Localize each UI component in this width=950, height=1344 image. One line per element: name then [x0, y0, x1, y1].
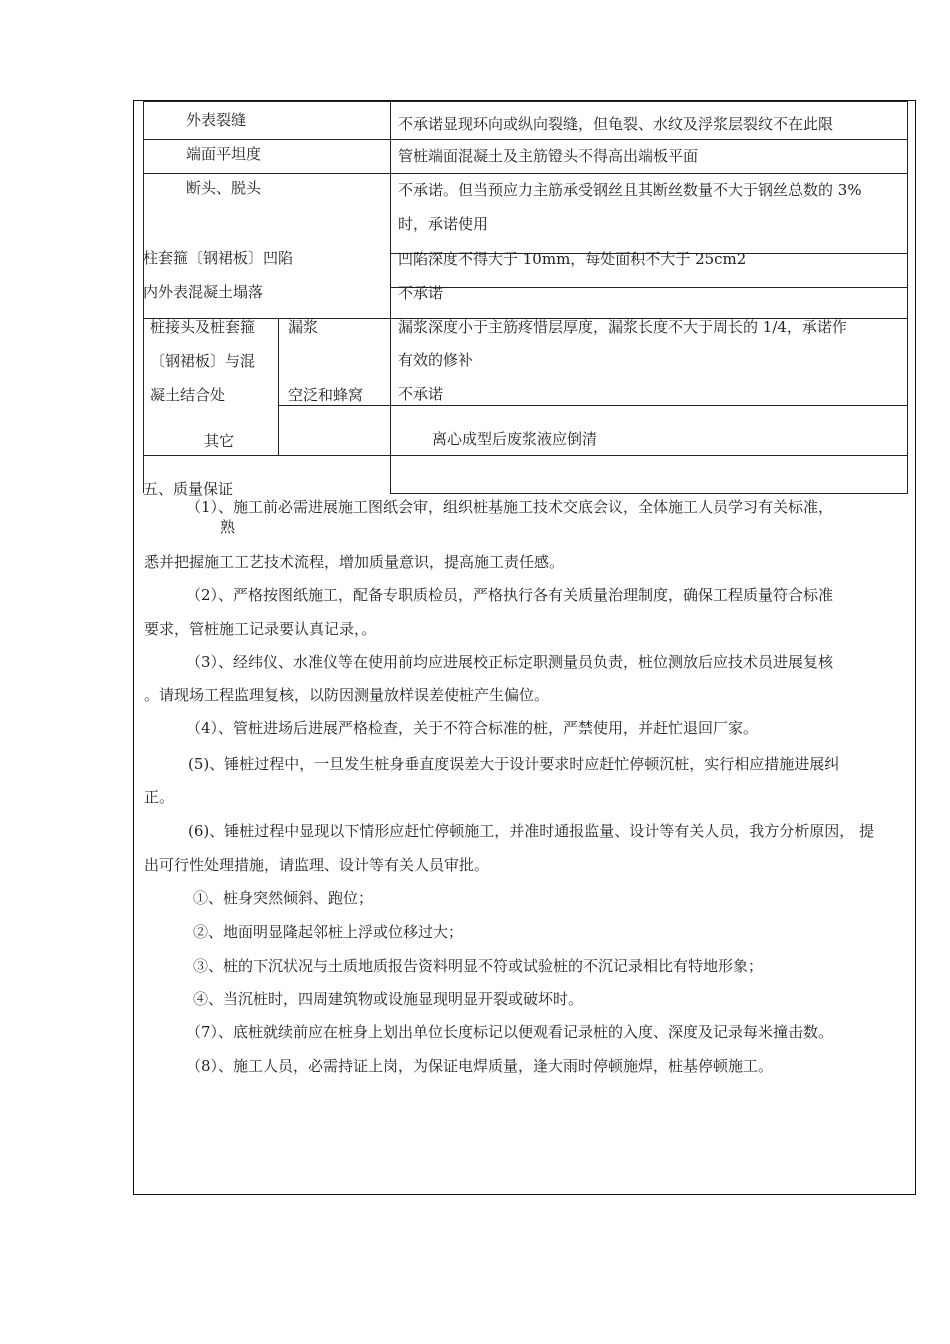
table-row-line: [143, 455, 908, 456]
row-text-surface-cracks: 不承诺显现环向或纵向裂缝，但龟裂、水纹及浮浆层裂纹不在此限: [398, 115, 834, 133]
table-row-line: [143, 173, 908, 174]
list-item: ①、桩身突然倾斜、跑位；: [193, 889, 374, 907]
section-heading: 五、质量保证: [143, 480, 234, 498]
row-label-hoop-dent: 柱套箍〔钢裙板〕凹陷: [143, 249, 294, 267]
row-label-end-flatness: 端面平坦度: [186, 145, 262, 163]
paragraph-6-line2: 出可行性处理措施，请监理、设计等有关人员审批。: [144, 856, 490, 874]
row-text-other: 离心成型后废浆液应倒清: [432, 430, 598, 448]
paragraph-7: （7）、底桩就续前应在桩身上划出单位长度标记以便观看记录桩的入度、深度及记录每米撞击数。: [186, 1023, 834, 1041]
group-label-joint-line2: 〔钢裙板〕与混: [150, 352, 256, 370]
group-label-joint-line3: 凝土结合处: [150, 386, 226, 404]
row-label-broken-head: 断头、脱头: [186, 179, 262, 197]
paragraph-1-line2: 熟: [220, 518, 236, 536]
list-item: ④、当沉桩时，四周建筑物或设施显现明显开裂或破坏时。: [193, 990, 584, 1008]
row-text-end-flatness: 管桩端面混凝土及主筋镫头不得高出端板平面: [398, 147, 699, 165]
list-item: ③、桩的下沉状况与土质地质报告资料明显不符或试验桩的不沉记录相比有特地形象；: [193, 957, 764, 975]
row-label-surface-cracks: 外表裂缝: [186, 111, 247, 129]
paragraph-5-line1: (5)、锤桩过程中，一旦发生桩身垂直度误差大于设计要求时应赶忙停顿沉桩，实行相应措施进展纠: [188, 755, 840, 773]
paragraph-3-line1: （3）、经纬仪、水准仪等在使用前均应进展校正标定职测量员负责，桩位测放后应技术员进展复核: [186, 653, 834, 671]
table-right-border: [907, 101, 908, 493]
table-top-border: [143, 101, 908, 102]
table-row-line: [278, 405, 908, 406]
table-row-line: [390, 287, 908, 288]
row-text-broken-head-line2: 时，承诺使用: [398, 215, 489, 233]
paragraph-6-line1: (6)、锤桩过程中显现以下情形应赶忙停顿施工，并准时通报监量、设计等有关人员，我方分析原因， 提: [188, 822, 875, 840]
paragraph-3-line2: 。请现场工程监理复核，以防因测量放样误差使桩产生偏位。: [144, 686, 550, 704]
group-label-joint-line1: 桩接头及桩套箍: [150, 318, 256, 336]
table-row-line: [143, 139, 908, 140]
table-column-divider: [390, 101, 391, 493]
row-text-broken-head-line1: 不承诺。但当预应力主筋承受钢丝且其断丝数量不大于钢丝总数的 3%: [398, 181, 862, 199]
paragraph-8: （8）、施工人员，必需持证上岗，为保证电焊质量，逢大雨时停顿施焊，桩基停顿施工。: [186, 1057, 774, 1075]
sub-text-grout-leak-line2: 有效的修补: [398, 351, 474, 369]
sub-text-grout-leak-line1: 漏浆深度小于主筋疼惜层厚度，漏浆长度不大于周长的 1/4，承诺作: [398, 318, 847, 336]
paragraph-2-line2: 要求，管桩施工记录要认真记录，。: [144, 620, 377, 638]
list-item: ②、地面明显隆起邻桩上浮或位移过大；: [193, 923, 464, 941]
paragraph-5-line2: 正。: [144, 788, 175, 806]
row-label-other: 其它: [204, 432, 235, 450]
table-bottom-border: [390, 493, 908, 494]
sub-label-honeycomb: 空泛和蜂窝: [288, 386, 364, 404]
paragraph-4: （4）、管桩进场后进展严格检查，关于不符合标准的桩，严禁使用，并赶忙退回厂家。: [186, 719, 759, 737]
table-sub-column-divider: [278, 318, 279, 455]
sub-text-honeycomb: 不承诺: [398, 385, 444, 403]
paragraph-1-line1: （1）、施工前必需进展施工图纸会审，组织桩基施工技术交底会议，全体施工人员学习有关标准，: [186, 498, 834, 516]
sub-label-grout-leak: 漏浆: [288, 318, 319, 336]
paragraph-1-line3: 悉并把握施工工艺技术流程，增加质量意识，提高施工责任感。: [144, 553, 565, 571]
row-text-hoop-dent: 凹陷深度不得大于 10mm，每处面积不大于 25cm2: [398, 250, 747, 268]
row-text-concrete-collapse: 不承诺: [398, 284, 444, 302]
row-label-concrete-collapse: 内外表混凝土塌落: [143, 283, 264, 301]
paragraph-2-line1: （2）、严格按图纸施工，配备专职质检员，严格执行各有关质量治理制度，确保工程质量符合标准: [186, 586, 834, 604]
